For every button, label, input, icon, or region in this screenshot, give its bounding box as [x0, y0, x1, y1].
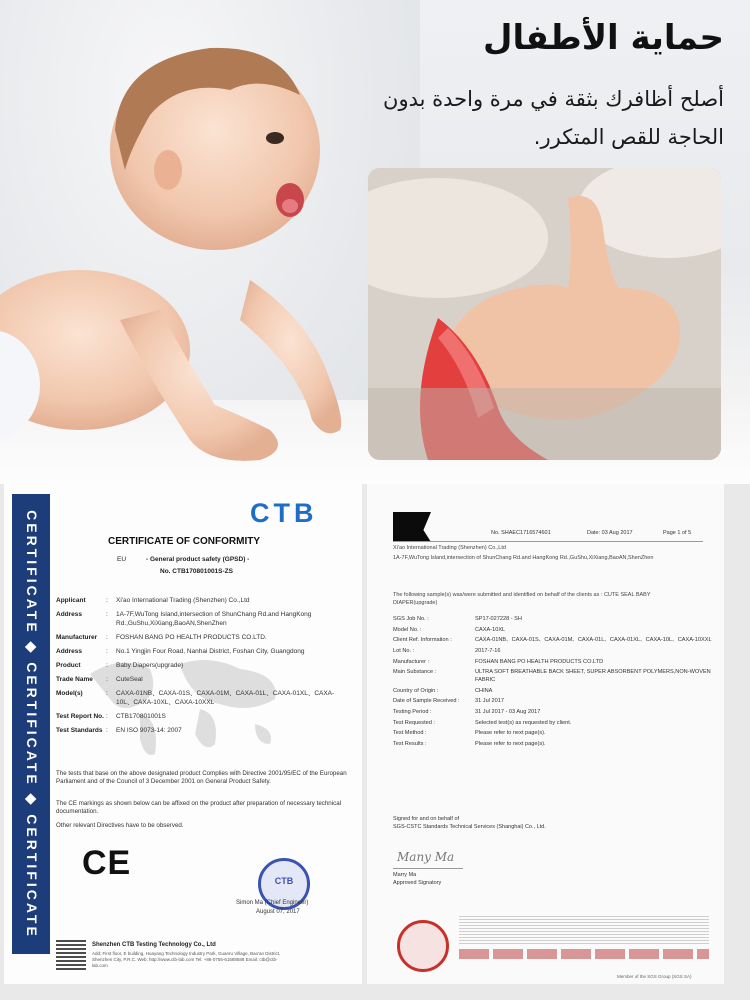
report-field-key: Main Substance :: [393, 669, 437, 676]
field-row: Test Report No. : CTB170801001S: [56, 712, 346, 721]
eu-prefix: EU: [117, 556, 127, 563]
report-field-value: 31 Jul 2017 - 03 Aug 2017: [475, 709, 541, 715]
report-signer: Marry Ma: [393, 872, 417, 878]
field-row: Manufacturer : FOSHAN BANG PO HEALTH PRODUCTS CO.LTD.: [56, 633, 346, 642]
report-field-key: Test Method :: [393, 730, 427, 737]
report-page: Page 1 of 5: [663, 530, 692, 536]
red-footer-band: [459, 949, 709, 959]
ce-certificate: [4, 484, 362, 984]
report-field-value: CAXA-01NB、CAXA-01S、CAXA-01M、CAXA-01L、CAXA-01XL、CAXA-10L、CAXA-10XXL: [475, 637, 712, 644]
certificate-number: No. CTB170801001S-ZS: [160, 568, 233, 575]
field-key: Test Standards: [56, 727, 103, 734]
field-key: Test Report No.: [56, 713, 104, 720]
report-fields: [393, 616, 713, 752]
sgs-red-stamp: [397, 920, 449, 972]
redacted-logo: [393, 512, 431, 542]
conformity-paragraph: The tests that base on the above designated product Complies with Directive 2001/95/EC of the European Parliament and of the Council of 3 December 2001 on General Product Safety.: [56, 770, 347, 786]
subline: أصلح أظافرك بثقة في مرة واحدة بدون الحاجة للقص المتكرر.: [383, 87, 724, 149]
report-field-row: [393, 720, 713, 728]
report-field-key: Testing Period :: [393, 709, 432, 715]
report-field-row: [393, 627, 713, 635]
report-field-key: Lot No. :: [393, 648, 415, 655]
report-field-row: [393, 616, 713, 624]
sgs-member: Member of the SGS Group (SGS SA): [617, 974, 692, 979]
field-key: Applicant: [56, 597, 86, 604]
report-field-value: ULTRA SOFT BREATHABLE BACK SHEET, SUPER ABSORBENT POLYMERS,NON-WOVEN FABRIC: [475, 669, 711, 683]
report-field-key: Client Ref. Information :: [393, 637, 452, 644]
report-field-value: Please refer to next page(s).: [475, 741, 546, 748]
report-client-address: 1A-7F,WuTong Island,intersection of ShunChang Rd.and HangKong Rd.,GuShu,XiXiang,BaoAN,ShenZhen: [393, 555, 654, 561]
field-row: Trade Name : CuteSeal: [56, 675, 346, 684]
field-row: Address : 1A-7F,WuTong Island,intersection of ShunChang Rd.and HangKong Rd.,GuShu,XiXiang,BaoAN,ShenZhen: [56, 610, 346, 628]
qr-code: [56, 940, 86, 970]
field-key: Model(s): [56, 690, 83, 697]
signer: Simon Ma (Chief Engineer): [236, 900, 309, 906]
signature-line: [393, 868, 463, 869]
field-value: 1A-7F,WuTong Island,intersection of ShunChang Rd.and HangKong Rd.,GuShu,XiXiang,BaoAN,ShenZhen: [116, 611, 312, 627]
ctb-stamp-text: CTB: [274, 876, 294, 886]
handwritten-signature: Many Ma: [397, 850, 455, 864]
report-field-row: [393, 659, 713, 667]
field-value: CTB170801001S: [116, 713, 166, 720]
sign-date: August 07, 2017: [256, 909, 300, 915]
report-field-key: Date of Sample Received :: [393, 698, 460, 705]
report-field-row: [393, 741, 713, 749]
field-row: Applicant : Xi'ao International Trading (Shenzhen) Co.,Ltd: [56, 596, 346, 605]
report-field-row: [393, 688, 713, 696]
fine-print: [459, 916, 709, 946]
report-field-key: Model No. :: [393, 626, 422, 633]
report-date: Date: 03 Aug 2017: [587, 530, 633, 536]
side-band-text: CERTIFICATE ◆ CERTIFICATE ◆ CERTIFICATE: [23, 509, 40, 939]
field-key: Address: [56, 611, 83, 618]
report-field-row: [393, 648, 713, 656]
report-field-value: Please refer to next page(s).: [475, 730, 546, 737]
report-field-row: [393, 637, 713, 645]
report-field-key: Test Requested :: [393, 719, 435, 726]
eu-line: [117, 556, 249, 563]
field-value: Xi'ao International Trading (Shenzhen) Co.,Ltd: [116, 597, 250, 604]
ctb-logo: CTB: [250, 498, 318, 528]
report-signer-role: Approved Signatory: [393, 880, 442, 886]
report-field-value: Selected test(s) as requested by client.: [475, 719, 572, 726]
report-field-value: FOSHAN BANG PO HEALTH PRODUCTS CO.LTD: [475, 658, 604, 665]
report-field-value: 2017-7-16: [475, 648, 501, 655]
report-field-row: [393, 669, 713, 684]
hand-closeup-photo: [368, 168, 721, 460]
report-field-key: SGS Job No. :: [393, 616, 429, 622]
field-row: Test Standards : EN ISO 9073-14: 2007: [56, 726, 346, 735]
field-value: No.1 Yingjin Four Road, Nanhai District, Foshan City, Guangdong: [116, 648, 305, 655]
field-value: CAXA-01NB、CAXA-01S、CAXA-01M、CAXA-01L、CAXA-01XL、CAXA-10L、CAXA-10XL、CAXA-10XXL: [116, 690, 335, 706]
field-row: Model(s) : CAXA-01NB、CAXA-01S、CAXA-01M、CAXA-01L、CAXA-01XL、CAXA-10L、CAXA-10XL、CAXA-10XXL: [56, 689, 346, 707]
sgs-test-report: [367, 484, 724, 984]
ce-marking-paragraph: The CE markings as shown below can be affixed on the product after preparation of necessary technical documentation.: [56, 800, 342, 816]
directives-paragraph: Other relevant Directives have to be observed.: [56, 822, 184, 829]
baby-photo: [0, 20, 380, 470]
ce-mark: CE: [82, 844, 132, 882]
report-field-key: Manufacturer :: [393, 658, 430, 665]
divider: [393, 541, 703, 542]
report-field-row: [393, 698, 713, 706]
report-field-row: [393, 709, 713, 717]
headline: حماية الأطفال: [482, 18, 724, 58]
hand-illustration: [368, 168, 721, 460]
report-field-value: SP17-027228 - SH: [475, 616, 522, 622]
report-field-value: 31 Jul 2017: [475, 698, 504, 705]
field-key: Manufacturer: [56, 634, 98, 641]
eu-text: - General product safety (GPSD) -: [146, 556, 250, 563]
footer-address: Add: First floor, E building, Huayang Technology Industry Park, Guanru Village, Bao'an District, Shenzhen City, P.R.C. Web: http://www.ctb-lab.com Tel: +86-0755-61588588 Email: ctb@ctb-lab.com: [92, 951, 281, 968]
hero-banner: [0, 0, 750, 484]
signed-company: SGS-CSTC Standards Technical Services (Shanghai) Co., Ltd.: [393, 824, 546, 830]
footer-company: Shenzhen CTB Testing Technology Co., Ltd: [92, 942, 216, 948]
field-key: Address: [56, 648, 83, 655]
field-value: CuteSeal: [116, 676, 143, 683]
report-field-key: Test Results :: [393, 741, 427, 748]
field-value: EN ISO 9073-14: 2007: [116, 727, 182, 734]
field-value: FOSHAN BANG PO HEALTH PRODUCTS CO.LTD.: [116, 634, 267, 641]
field-value: Baby Diapers(upgrade): [116, 662, 184, 669]
field-row: Address : No.1 Yingjin Four Road, Nanhai District, Foshan City, Guangdong: [56, 647, 346, 656]
report-field-value: CHINA: [475, 687, 493, 694]
certificate-title: CERTIFICATE OF CONFORMITY: [108, 536, 261, 547]
report-field-value: CAXA-10XL: [475, 626, 506, 633]
report-intro: The following sample(s) was/were submitted and identified on behalf of the clients as : CUTE SEAL BABY DIAPER(upgrade): [393, 592, 651, 606]
report-field-row: [393, 730, 713, 738]
report-field-key: Country of Origin :: [393, 687, 439, 694]
certificate-fields: [56, 596, 346, 740]
signed-for: Signed for and on behalf of: [393, 816, 460, 822]
report-client: Xi'ao International Trading (Shenzhen) Co.,Ltd: [393, 545, 506, 551]
field-key: Product: [56, 662, 81, 669]
field-row: Product : Baby Diapers(upgrade): [56, 661, 346, 670]
report-number: No. SHAEC1716574601: [491, 530, 551, 536]
field-key: Trade Name: [56, 676, 93, 683]
